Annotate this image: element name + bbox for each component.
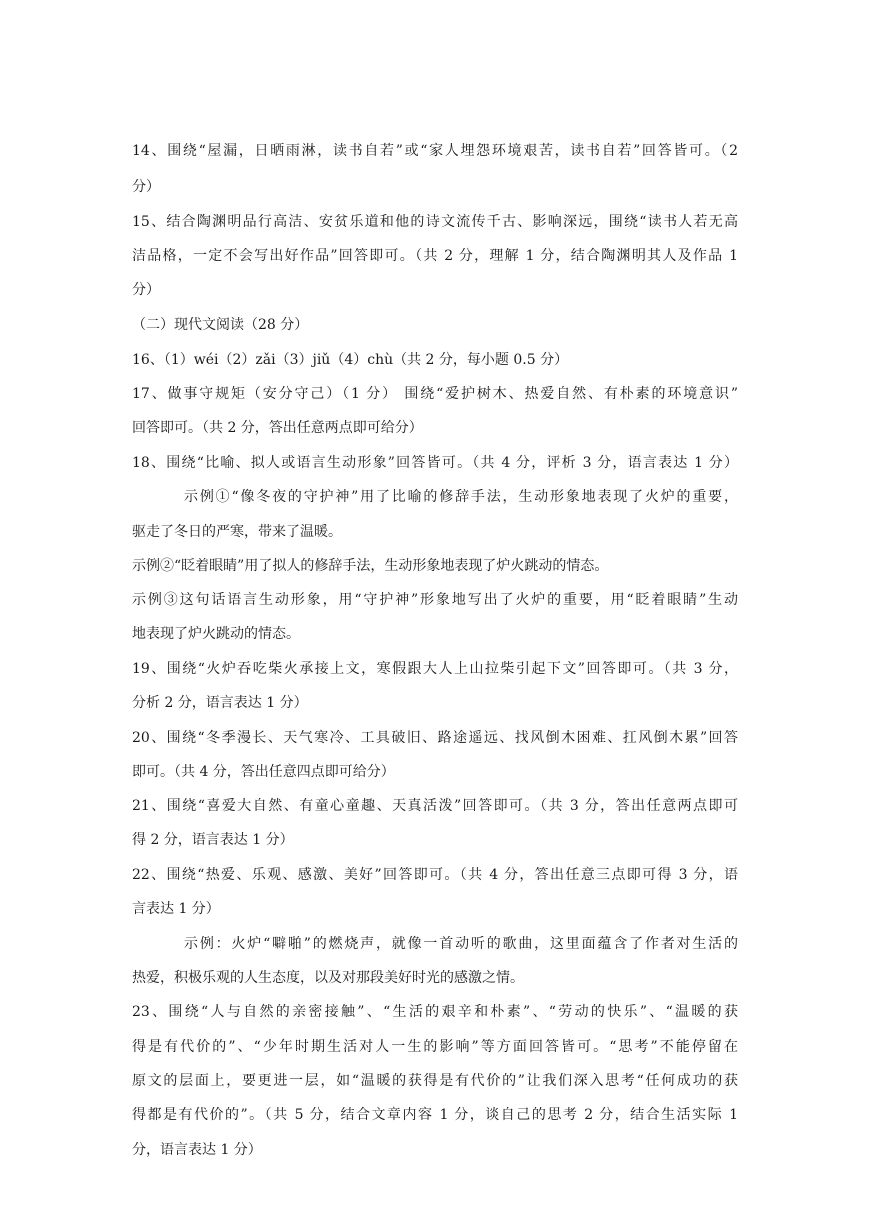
answer-23-line-3: 原文的层面上，要更进一层，如“温暖的获得是有代价的”让我们深入思考“任何成功的获 <box>132 1073 738 1089</box>
answer-18-example-3-line-2: 地表现了炉火跳动的情态。 <box>132 626 300 642</box>
answer-18-line-1: 18、围绕“比喻、拟人或语言生动形象”回答皆可。（共 4 分，评析 3 分，语言表达 1 分） <box>132 455 738 471</box>
section-heading: （二）现代文阅读（28 分） <box>132 317 309 333</box>
answer-23-line-5: 分，语言表达 1 分） <box>132 1142 262 1158</box>
answer-17-line-2: 回答即可。（共 2 分，答出任意两点即可给分） <box>132 420 423 436</box>
answer-15-line-2: 洁品格，一定不会写出好作品”回答即可。（共 2 分，理解 1 分，结合陶渊明其人及作品 1 <box>132 248 738 264</box>
answer-18-example-3-line-1: 示例③这句话语言生动形象，用“守护神”形象地写出了火炉的重要，用“眨着眼睛”生动 <box>132 592 738 608</box>
answer-22-example-line-1: 示例：火炉“噼啪”的燃烧声，就像一首动听的歌曲，这里面蕴含了作者对生活的 <box>184 936 738 952</box>
answer-17-line-1: 17、做事守规矩（安分守己）（1 分） 围绕“爱护树木、热爱自然、有朴素的环境意识” <box>132 386 738 402</box>
answer-22-example-line-2: 热爱，积极乐观的人生态度，以及对那段美好时光的感激之情。 <box>132 970 524 986</box>
answer-19-line-2: 分析 2 分，语言表达 1 分） <box>132 695 308 711</box>
answer-19-line-1: 19、围绕“火炉吞吃柴火承接上文，寒假跟大人上山拉柴引起下文”回答即可。（共 3 分， <box>132 661 738 677</box>
answer-23-line-2: 得是有代价的”、“少年时期生活对人一生的影响”等方面回答皆可。“思考”不能停留在 <box>132 1039 738 1055</box>
answer-16-line-1: 16、（1）wéi（2）zǎi（3）jiǔ（4）chù（共 2 分，每小题 0.5 分） <box>132 352 569 368</box>
answer-18-example-1-line-2: 驱走了冬日的严寒，带来了温暖。 <box>132 524 342 540</box>
answer-18-example-2: 示例②“眨着眼睛”用了拟人的修辞手法，生动形象地表现了炉火跳动的情态。 <box>132 558 609 574</box>
answer-20-line-2: 即可。（共 4 分，答出任意四点即可给分） <box>132 764 395 780</box>
answer-14-line-1: 14、围绕“屋漏，日晒雨淋，读书自若”或“家人埋怨环境艰苦，读书自若”回答皆可。（2 <box>132 143 738 159</box>
answer-22-line-2: 言表达 1 分） <box>132 901 220 917</box>
answer-23-line-4: 得都是有代价的”。（共 5 分，结合文章内容 1 分，谈自己的思考 2 分，结合生活实际 1 <box>132 1107 738 1123</box>
answer-15-line-1: 15、结合陶渊明品行高洁、安贫乐道和他的诗文流传千古、影响深远，围绕“读书人若无高 <box>132 214 738 230</box>
answer-18-example-1-line-1: 示例①“像冬夜的守护神”用了比喻的修辞手法，生动形象地表现了火炉的重要， <box>184 489 738 505</box>
answer-14-line-2: 分） <box>132 179 160 195</box>
answer-22-line-1: 22、围绕“热爱、乐观、感激、美好”回答即可。（共 4 分，答出任意三点即可得 3 分，语 <box>132 867 738 883</box>
answer-15-line-3: 分） <box>132 282 160 298</box>
answer-23-line-1: 23、围绕“人与自然的亲密接触”、“生活的艰辛和朴素”、“劳动的快乐”、“温暖的获 <box>132 1004 738 1020</box>
answer-21-line-2: 得 2 分，语言表达 1 分） <box>132 832 294 848</box>
answer-21-line-1: 21、围绕“喜爱大自然、有童心童趣、天真活泼”回答即可。（共 3 分，答出任意两点即可 <box>132 798 738 814</box>
answer-20-line-1: 20、围绕“冬季漫长、天气寒冷、工具破旧、路途遥远、找风倒木困难、扛风倒木累”回答 <box>132 730 738 746</box>
